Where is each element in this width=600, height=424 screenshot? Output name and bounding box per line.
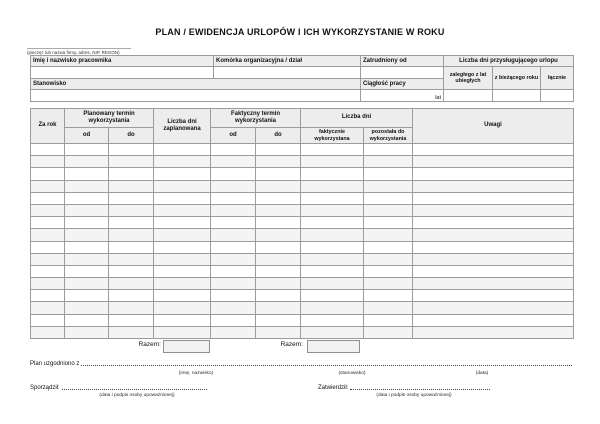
leave-table-row	[31, 229, 574, 241]
leave-table-cell[interactable]	[65, 241, 109, 253]
leave-table-cell[interactable]	[301, 156, 364, 168]
leave-table-row	[31, 253, 574, 265]
leave-table-cell[interactable]	[154, 265, 211, 277]
col-used-days-header: faktycznie wykorzystana	[301, 128, 364, 144]
leave-table-cell[interactable]	[154, 144, 211, 156]
col-planned-to-header: do	[109, 128, 154, 144]
leave-table-row	[31, 156, 574, 168]
leave-table-cell[interactable]	[364, 144, 413, 156]
leave-table-cell[interactable]	[413, 253, 574, 265]
leave-table-cell[interactable]	[256, 229, 301, 241]
leave-table-cell[interactable]	[31, 156, 65, 168]
leave-table-cell[interactable]	[211, 192, 256, 204]
leave-table-cell[interactable]	[364, 180, 413, 192]
approved-by-signature-line[interactable]	[350, 384, 490, 390]
leave-table-cell[interactable]	[301, 229, 364, 241]
leave-table-cell[interactable]	[413, 326, 574, 338]
agreed-position-caption: (stanowisko)	[338, 371, 366, 376]
leave-table-cell[interactable]	[256, 168, 301, 180]
leave-table-body	[31, 144, 574, 339]
employee-info-table	[30, 55, 574, 102]
leave-table-cell[interactable]	[364, 302, 413, 314]
leave-table-cell[interactable]	[31, 278, 65, 290]
leave-table-cell[interactable]	[65, 302, 109, 314]
agreed-name-caption: (imię, nazwisko)	[178, 371, 214, 376]
leave-table-cell[interactable]	[364, 265, 413, 277]
col-actual-term-header: Faktyczny termin wykorzystania	[211, 109, 301, 128]
stamp-line	[27, 48, 131, 49]
leave-table-cell[interactable]	[413, 192, 574, 204]
col-planned-from-header: od	[65, 128, 109, 144]
leave-table-cell[interactable]	[211, 265, 256, 277]
org-unit-label: Komórka organizacyjna / dział	[214, 56, 361, 67]
leave-table-cell[interactable]	[413, 229, 574, 241]
leave-table-row	[31, 302, 574, 314]
leave-table-cell[interactable]	[211, 180, 256, 192]
total-days-field[interactable]	[541, 90, 574, 102]
plan-agreed-signature-line[interactable]	[81, 360, 572, 366]
leave-table-cell[interactable]	[211, 290, 256, 302]
leave-table-cell[interactable]	[364, 326, 413, 338]
leave-table-cell[interactable]	[256, 290, 301, 302]
leave-table-cell[interactable]	[256, 302, 301, 314]
plan-agreed-line	[30, 360, 572, 367]
leave-table-cell[interactable]	[364, 229, 413, 241]
leave-table-cell[interactable]	[413, 144, 574, 156]
leave-table-cell[interactable]	[211, 314, 256, 326]
leave-table-cell[interactable]	[256, 326, 301, 338]
leave-table-cell[interactable]	[364, 241, 413, 253]
leave-table-cell[interactable]	[413, 217, 574, 229]
continuity-label: Ciągłość pracy	[361, 79, 444, 90]
leave-table-cell[interactable]	[211, 253, 256, 265]
leave-table-cell[interactable]	[364, 204, 413, 216]
leave-table-cell[interactable]	[154, 326, 211, 338]
leave-table-cell[interactable]	[301, 144, 364, 156]
plan-agreed-label: Plan uzgodniono z	[30, 361, 80, 367]
leave-table-cell[interactable]	[31, 229, 65, 241]
leave-table-cell[interactable]	[256, 217, 301, 229]
leave-table-cell[interactable]	[31, 302, 65, 314]
col-planned-term-header: Planowany termin wykorzystania	[65, 109, 154, 128]
leave-table-cell[interactable]	[364, 278, 413, 290]
position-label: Stanowisko	[31, 79, 361, 90]
leave-table-cell[interactable]	[256, 253, 301, 265]
leave-table-cell[interactable]	[65, 156, 109, 168]
leave-table-cell[interactable]	[256, 180, 301, 192]
leave-table-row	[31, 144, 574, 156]
leave-table-cell[interactable]	[364, 156, 413, 168]
leave-table-cell[interactable]	[154, 204, 211, 216]
form-title: PLAN / EWIDENCJA URLOPÓW I ICH WYKORZYSTANIE W ROKU	[155, 27, 445, 37]
leave-table-cell[interactable]	[65, 265, 109, 277]
current-year-days-label: z bieżącego roku	[493, 67, 541, 90]
leave-table-cell[interactable]	[301, 192, 364, 204]
prepared-by-caption: (data i podpis osoby upoważnionej)	[99, 393, 175, 398]
leave-table-cell[interactable]	[301, 217, 364, 229]
leave-table-cell[interactable]	[211, 302, 256, 314]
employee-name-field[interactable]	[31, 67, 214, 79]
leave-table-cell[interactable]	[211, 217, 256, 229]
prepared-by-line	[30, 384, 207, 391]
approved-by-line	[318, 384, 490, 391]
hired-from-label: Zatrudniony od	[361, 56, 444, 67]
leave-table-cell[interactable]	[211, 156, 256, 168]
col-year-header: Za rok	[31, 109, 65, 144]
leave-table-cell[interactable]	[364, 253, 413, 265]
leave-table-cell[interactable]	[413, 314, 574, 326]
leave-table-cell[interactable]	[154, 217, 211, 229]
leave-table-cell[interactable]	[65, 168, 109, 180]
leave-table-cell[interactable]	[109, 265, 154, 277]
leave-table-cell[interactable]	[109, 314, 154, 326]
leave-table-cell[interactable]	[364, 217, 413, 229]
leave-table-cell[interactable]	[31, 180, 65, 192]
planned-total-label: Razem:	[138, 341, 161, 348]
leave-table-cell[interactable]	[413, 180, 574, 192]
leave-table-cell[interactable]	[109, 168, 154, 180]
org-unit-field[interactable]	[214, 67, 361, 79]
leave-table-cell[interactable]	[154, 156, 211, 168]
current-year-days-field[interactable]	[493, 90, 541, 102]
total-days-label: łącznie	[541, 67, 574, 90]
employee-name-label: Imię i nazwisko pracownika	[31, 56, 214, 67]
leave-table-cell[interactable]	[301, 326, 364, 338]
leave-table-cell[interactable]	[256, 192, 301, 204]
continuity-years-field[interactable]: lat	[361, 90, 444, 102]
leave-table-cell[interactable]	[413, 168, 574, 180]
leave-table-cell[interactable]	[211, 229, 256, 241]
leave-table-cell[interactable]	[301, 265, 364, 277]
prepared-by-signature-line[interactable]	[62, 384, 207, 390]
leave-table-cell[interactable]	[413, 265, 574, 277]
leave-table-cell[interactable]	[154, 192, 211, 204]
leave-table-cell[interactable]	[413, 302, 574, 314]
leave-table-cell[interactable]	[301, 314, 364, 326]
leave-table-cell[interactable]	[31, 192, 65, 204]
col-actual-to-header: do	[256, 128, 301, 144]
leave-table-cell[interactable]	[256, 144, 301, 156]
col-remaining-days-header: pozostała do wykorzystania	[364, 128, 413, 144]
leave-table-cell[interactable]	[256, 241, 301, 253]
leave-table-cell[interactable]	[301, 204, 364, 216]
actual-total-field[interactable]	[307, 340, 360, 353]
leave-table-cell[interactable]	[154, 302, 211, 314]
leave-table-cell[interactable]	[154, 229, 211, 241]
leave-table-cell[interactable]	[31, 314, 65, 326]
planned-total-field[interactable]	[163, 340, 210, 353]
leave-table-cell[interactable]	[154, 314, 211, 326]
leave-table-cell[interactable]	[364, 168, 413, 180]
leave-table-cell[interactable]	[256, 204, 301, 216]
leave-table-cell[interactable]	[211, 144, 256, 156]
leave-table-row	[31, 192, 574, 204]
leave-table-cell[interactable]	[65, 180, 109, 192]
leave-table-row	[31, 217, 574, 229]
leave-table-cell[interactable]	[31, 265, 65, 277]
position-field[interactable]	[31, 90, 361, 102]
leave-table-cell[interactable]	[154, 180, 211, 192]
leave-table-cell[interactable]	[154, 168, 211, 180]
leave-table-cell[interactable]	[211, 278, 256, 290]
leave-table-cell[interactable]	[301, 290, 364, 302]
leave-table-cell[interactable]	[65, 314, 109, 326]
leave-table-row	[31, 265, 574, 277]
leave-table-cell[interactable]	[211, 204, 256, 216]
leave-table-cell[interactable]	[211, 326, 256, 338]
leave-table-cell[interactable]	[154, 241, 211, 253]
leave-table-cell[interactable]	[109, 253, 154, 265]
leave-table-cell[interactable]	[364, 314, 413, 326]
leave-table-cell[interactable]	[31, 290, 65, 302]
leave-table-row	[31, 278, 574, 290]
overdue-days-field[interactable]	[444, 90, 493, 102]
leave-table-cell[interactable]	[109, 180, 154, 192]
leave-table-cell[interactable]	[413, 290, 574, 302]
leave-table-cell[interactable]	[364, 290, 413, 302]
leave-table-cell[interactable]	[109, 278, 154, 290]
leave-table-cell[interactable]	[256, 314, 301, 326]
actual-total-label: Razem:	[280, 341, 303, 348]
leave-table-row	[31, 180, 574, 192]
leave-table-cell[interactable]	[211, 168, 256, 180]
leave-table-cell[interactable]	[31, 144, 65, 156]
leave-table-row	[31, 168, 574, 180]
leave-table-row	[31, 290, 574, 302]
leave-table-cell[interactable]	[65, 229, 109, 241]
leave-table-cell[interactable]	[301, 302, 364, 314]
leave-table-cell[interactable]	[31, 204, 65, 216]
leave-table-cell[interactable]	[154, 253, 211, 265]
leave-table-cell[interactable]	[154, 290, 211, 302]
leave-table-row	[31, 314, 574, 326]
col-days-header: Liczba dni	[301, 109, 413, 128]
leave-table-cell[interactable]	[109, 241, 154, 253]
leave-table-cell[interactable]	[65, 278, 109, 290]
leave-table-cell[interactable]	[413, 156, 574, 168]
leave-table-cell[interactable]	[301, 168, 364, 180]
leave-table-cell[interactable]	[256, 156, 301, 168]
leave-table-cell[interactable]	[413, 241, 574, 253]
leave-table-cell[interactable]	[301, 241, 364, 253]
leave-table-cell[interactable]	[256, 278, 301, 290]
overdue-days-label: zaległego z lat ubiegłych	[444, 67, 493, 90]
leave-table-cell[interactable]	[413, 204, 574, 216]
leave-table-cell[interactable]	[65, 290, 109, 302]
leave-table-cell[interactable]	[65, 253, 109, 265]
leave-table-cell[interactable]	[65, 326, 109, 338]
leave-table-cell[interactable]	[413, 278, 574, 290]
leave-table-cell[interactable]	[109, 229, 154, 241]
leave-table-cell[interactable]	[65, 204, 109, 216]
leave-table-row	[31, 204, 574, 216]
leave-table-cell[interactable]	[65, 192, 109, 204]
leave-table-cell[interactable]	[31, 217, 65, 229]
leave-table-row	[31, 326, 574, 338]
leave-table-cell[interactable]	[31, 241, 65, 253]
leave-table-cell[interactable]	[109, 290, 154, 302]
leave-table-cell[interactable]	[31, 168, 65, 180]
leave-table-cell[interactable]	[109, 302, 154, 314]
leave-table-cell[interactable]	[109, 144, 154, 156]
leave-table-cell[interactable]	[65, 217, 109, 229]
leave-table-cell[interactable]	[109, 192, 154, 204]
entitled-days-label: Liczba dni przysługującego urlopu	[444, 56, 574, 67]
leave-table-cell[interactable]	[109, 326, 154, 338]
leave-table-cell[interactable]	[256, 265, 301, 277]
leave-table-cell[interactable]	[31, 253, 65, 265]
col-actual-from-header: od	[211, 128, 256, 144]
leave-table-cell[interactable]	[65, 144, 109, 156]
leave-table-row	[31, 241, 574, 253]
leave-table-cell[interactable]	[109, 217, 154, 229]
col-planned-days-header: Liczba dni zaplanowana	[154, 109, 211, 144]
leave-table-cell[interactable]	[301, 278, 364, 290]
hired-from-field[interactable]	[361, 67, 444, 79]
agreed-date-caption: (data)	[475, 371, 489, 376]
leave-table-cell[interactable]	[31, 326, 65, 338]
leave-table-cell[interactable]	[364, 192, 413, 204]
approved-by-label: Zatwierdził:	[318, 385, 349, 391]
leave-plan-table	[30, 108, 574, 339]
leave-table-cell[interactable]	[154, 278, 211, 290]
col-notes-header: Uwagi	[413, 109, 574, 144]
leave-table-cell[interactable]	[301, 180, 364, 192]
leave-table-cell[interactable]	[301, 253, 364, 265]
leave-table-cell[interactable]	[109, 204, 154, 216]
leave-table-cell[interactable]	[211, 241, 256, 253]
approved-by-caption: (data i podpis osoby upoważnionej)	[376, 393, 452, 398]
prepared-by-label: Sporządził:	[30, 385, 60, 391]
leave-table-cell[interactable]	[109, 156, 154, 168]
stamp-caption: (pieczęć lub nazwa firmy, adres, NIP, REGON)	[27, 50, 120, 55]
